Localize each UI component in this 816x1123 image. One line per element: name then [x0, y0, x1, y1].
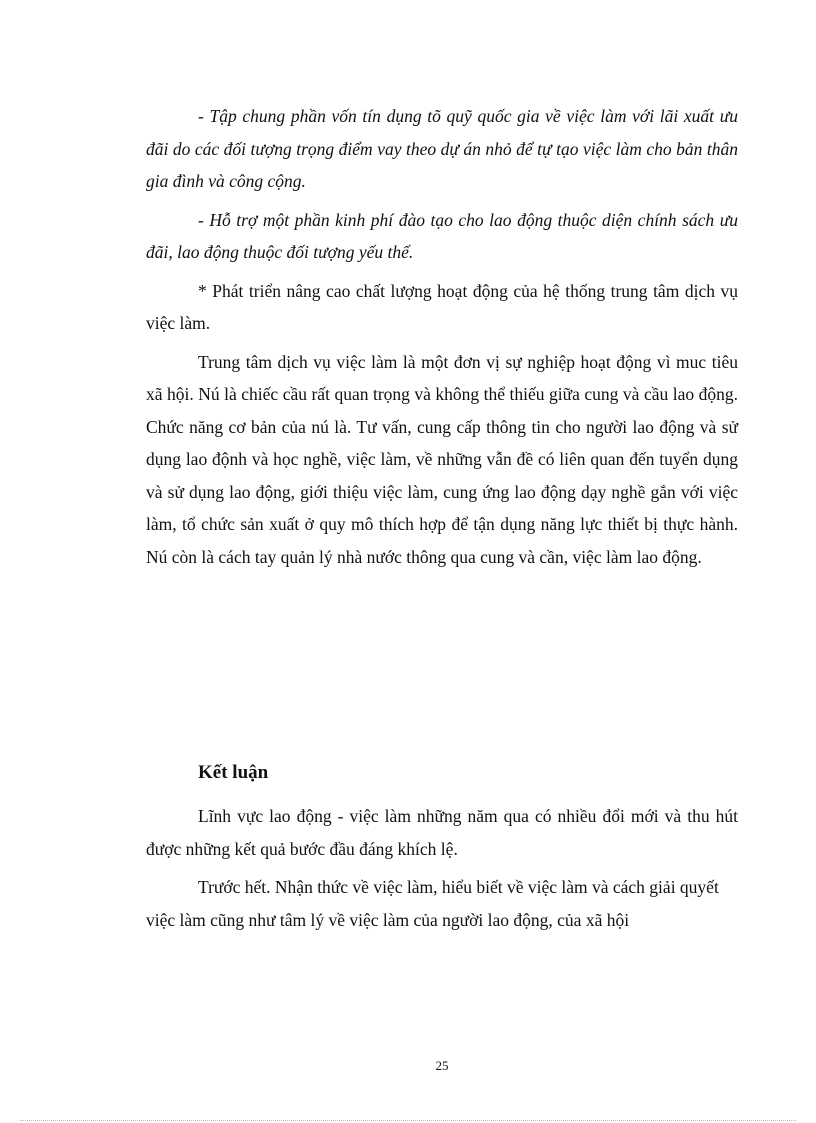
document-page [146, 100, 738, 930]
section-heading-conclusion: Kết luận [198, 762, 269, 783]
page-number: 25 [435, 1058, 449, 1073]
conclusion-section [146, 800, 738, 942]
paragraph-conclusion-awareness: Trước hết. Nhận thức về việc làm, hiểu biết về việc làm và cách giải quyết việc làm cũng như tâm lý về việc làm của người lao động, của xã hội [146, 877, 719, 930]
paragraph-training-support: - Hỗ trợ một phần kinh phí đào tạo cho lao động thuộc diện chính sách ưu đãi, lao động thuộc đối tượng yếu thế. [146, 209, 738, 262]
page-bottom-edge [20, 1120, 796, 1121]
paragraph-conclusion-intro: Lĩnh vực lao động - việc làm những năm qua có nhiều đổi mới và thu hút được những kết quả bước đầu đáng khích lệ. [146, 806, 738, 859]
paragraph-service-center-description: Trung tâm dịch vụ việc làm là một đơn vị sự nghiệp hoạt động vì muc tiêu xã hội. Nú là chiếc cầu rất quan trọng và không thể thiếu giữa cung và cầu lao động. Chức năng cơ bản của nú là. Tư vấn, cung cấp thông tin cho người lao động và sử dụng lao độnh và học nghề, việc làm, về những vẫn đề có liên quan đến tuyển dụng và sử dụng lao động, giới thiệu việc làm, cung ứng lao động dạy nghề gắn với việc làm, tổ chức sản xuất ở quy mô thích hợp để tận dụng năng lực thiết bị thực hành. Nú còn là cách tay quản lý nhà nước thông qua cung và cần, việc làm lao động. [146, 351, 738, 567]
paragraph-credit-fund: - Tập chung phần vốn tín dụng tõ quỹ quốc gia về việc làm với lãi xuất ưu đãi do các đối tượng trọng điểm vay theo dự án nhỏ để tự tạo việc làm cho bản thân gia đình và công cộng. [146, 106, 738, 191]
paragraph-service-center-goal: * Phát triển nâng cao chất lượng hoạt động của hệ thống trung tâm dịch vụ việc làm. [146, 280, 738, 333]
